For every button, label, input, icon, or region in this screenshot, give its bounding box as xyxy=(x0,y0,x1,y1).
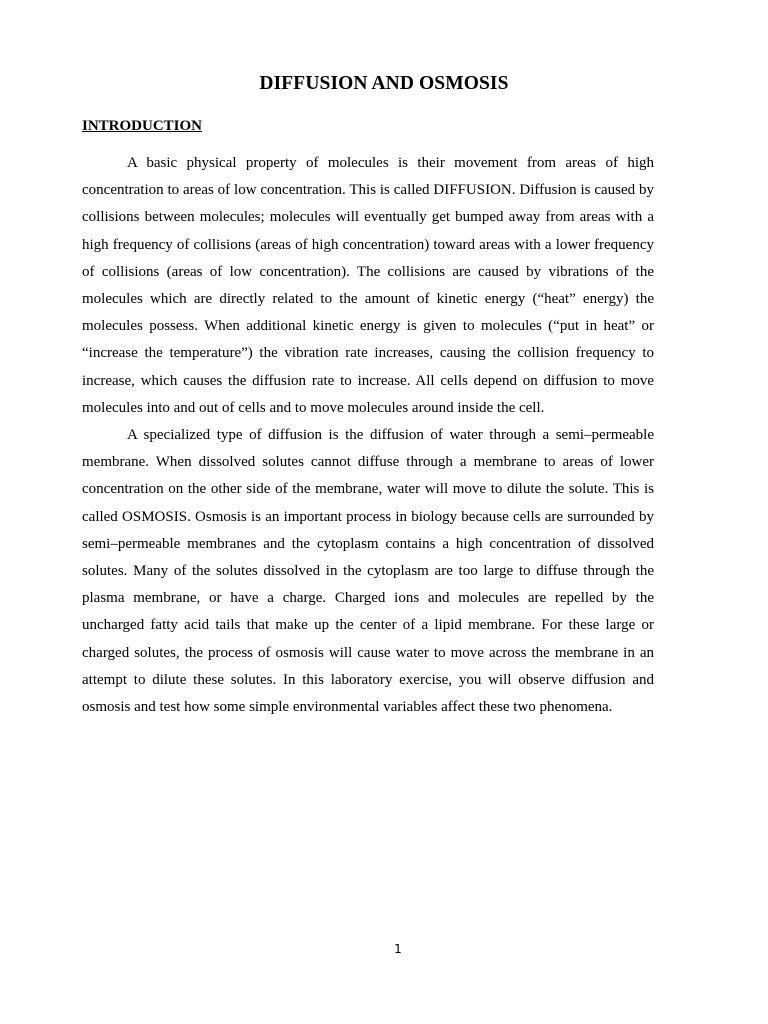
body-text xyxy=(82,150,654,721)
document-title: DIFFUSION AND OSMOSIS xyxy=(259,73,509,94)
section-heading-introduction: INTRODUCTION xyxy=(82,118,203,134)
paragraph-diffusion: A basic physical property of molecules is their movement from areas of high concentration to areas of low concentration. This is called DIFFUSION. Diffusion is caused by collisions between molecules; molecules will eventually get bumped away from areas with a high frequency of collisions (areas of high concentration) toward areas with a lower frequency of collisions (areas of low concentration). The collisions are caused by vibrations of the molecules which are directly related to the amount of kinetic energy (“heat” energy) the molecules possess. When additional kinetic energy is given to molecules (“put in heat” or “increase the temperature”) the vibration rate increases, causing the collision frequency to increase, which causes the diffusion rate to increase. All cells depend on diffusion to move molecules into and out of cells and to move molecules around inside the cell. xyxy=(82,155,654,416)
page-number: 1 xyxy=(394,942,402,956)
paragraph-osmosis: A specialized type of diffusion is the diffusion of water through a semi–permeable membrane. When dissolved solutes cannot diffuse through a membrane to areas of lower concentration on the other side of the membrane, water will move to dilute the solute. This is called OSMOSIS. Osmosis is an important process in biology because cells are surrounded by semi–permeable membranes and the cytoplasm contains a high concentration of dissolved solutes. Many of the solutes dissolved in the cytoplasm are too large to diffuse through the plasma membrane, or have a charge. Charged ions and molecules are repelled by the uncharged fatty acid tails that make up the center of a lipid membrane. For these large or charged solutes, the process of osmosis will cause water to move across the membrane in an attempt to dilute these solutes. In this laboratory exercise, you will observe diffusion and osmosis and test how some simple environmental variables affect these two phenomena. xyxy=(82,427,654,716)
